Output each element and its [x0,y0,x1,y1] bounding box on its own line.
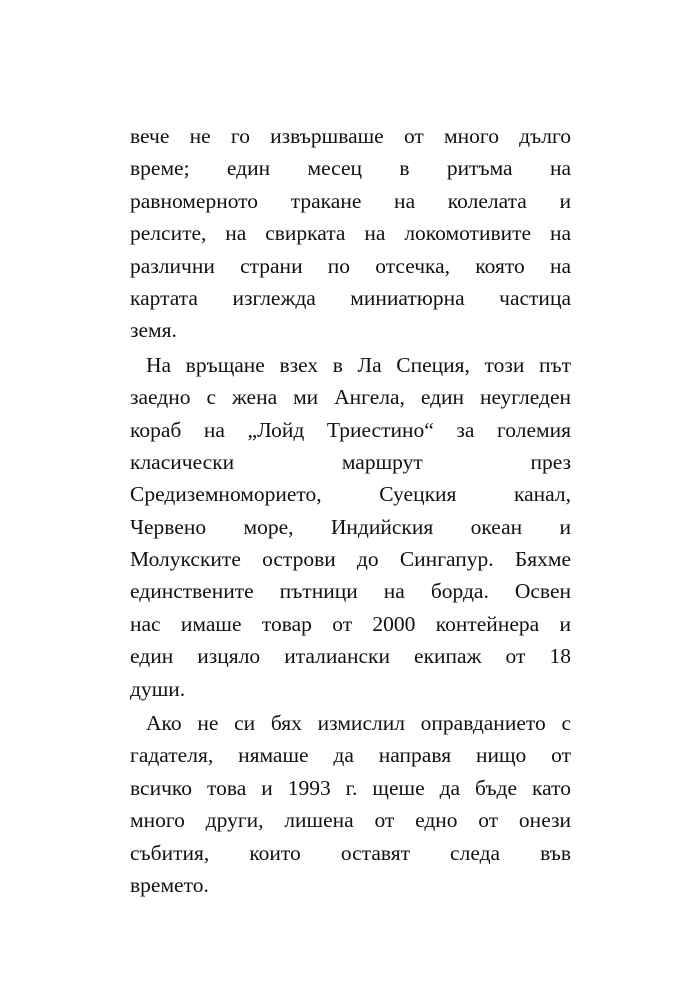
text-line: вече не го извършваше от много дълго [130,124,571,148]
text-line: души. [130,676,186,701]
text-line: гадателя, нямаше да направя нищо от [130,743,571,768]
text-line: На връщане взех в Ла Специя, този път [146,352,571,377]
text-line: релсите, на свирката на локомотивите на [130,221,571,246]
text-line: картата изглежда миниатюрна частица [130,285,571,310]
text-line: различни страни по отсечка, която на [130,253,571,278]
text-line: нас имаше товар от 2000 контейнера и [130,611,571,636]
paragraph-2 [130,349,571,705]
text-line: всичко това и 1993 г. щеше да бъде като [130,775,571,800]
text-line: Червено море, Индийския океан и [130,514,571,539]
text-line: време; един месец в ритъма на [130,156,571,181]
text-line: Средиземноморието, Суецкия канал, [130,482,571,507]
text-line: равномерното тракане на колелата и [130,188,571,213]
text-line: времето. [130,872,209,897]
paragraph-3 [130,707,571,901]
text-line: Молукските острови до Сингапур. Бяхме [130,547,571,572]
text-line: класически маршрут през [130,449,571,474]
text-line: събития, които оставят следа във [130,840,571,865]
text-line: заедно с жена ми Ангела, един неугледен [130,385,571,410]
text-line: земя. [130,318,177,343]
body-text [130,120,571,901]
paragraph-1 [130,120,571,347]
text-line: единствените пътници на борда. Освен [130,579,571,604]
text-line: кораб на „Лойд Триестино“ за големия [130,417,571,442]
text-line: Ако не си бях измислил оправданието с [146,711,571,736]
text-line: много други, лишена от едно от онези [130,808,571,833]
text-line: един изцяло италиански екипаж от 18 [130,644,571,669]
